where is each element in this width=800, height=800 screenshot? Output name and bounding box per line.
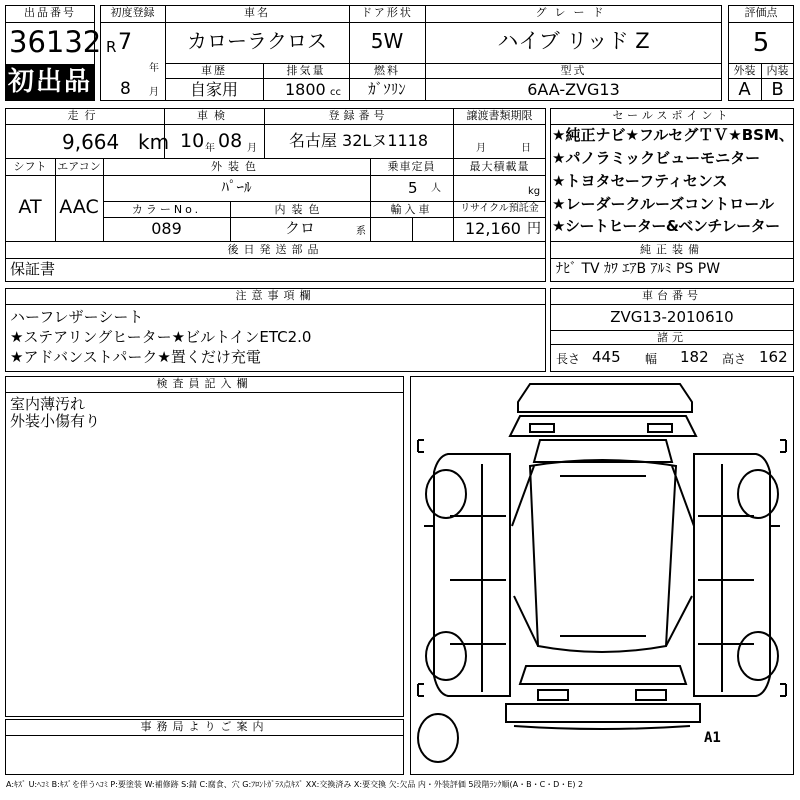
sales-line-2: ★パノラミックビューモニター bbox=[552, 149, 761, 167]
sales-line-3: ★トヨタセーフティセンス bbox=[552, 172, 728, 190]
transfer-month-unit: 月 bbox=[476, 143, 486, 154]
transfer-label: 譲渡書類期限 bbox=[466, 109, 533, 122]
month: 8 bbox=[120, 79, 131, 99]
diagram-mark: A1 bbox=[704, 730, 721, 746]
capacity-unit: 人 bbox=[431, 183, 441, 194]
history-label: 車歴 bbox=[201, 64, 227, 77]
exterior-score-label: 外装 bbox=[733, 64, 756, 77]
inspector-line-2: 外装小傷有り bbox=[10, 412, 101, 430]
inspection-year-unit: 年 bbox=[205, 143, 215, 154]
inspection-year: 10 bbox=[180, 130, 205, 152]
height: 162 bbox=[759, 348, 788, 366]
import-label: 輸入車 bbox=[390, 203, 433, 216]
width-label: 幅 bbox=[645, 352, 658, 366]
int-color-unit: 系 bbox=[356, 226, 366, 237]
chassis-number: ZVG13-2010610 bbox=[610, 308, 734, 326]
model: 6AA-ZVG13 bbox=[527, 80, 620, 99]
height-label: 高さ bbox=[722, 352, 747, 366]
interior-score: B bbox=[771, 79, 784, 100]
legend: A:ｷｽﾞ U:ﾍｺﾐ B:ｷｽﾞを伴うﾍｺﾐ P:要塗装 W:補修跡 S:錆 C:腐食、穴 G:ﾌﾛﾝﾄｶﾞﾗｽ点ｷｽﾞ XX:交換済み X:要交換 欠:欠品 内・外装評価 5段階ﾗﾝｸ順(A・B・C・D・E) 2 bbox=[6, 780, 584, 789]
month-unit: 月 bbox=[149, 87, 159, 98]
shift-label: シフト bbox=[13, 160, 47, 173]
year-unit: 年 bbox=[149, 63, 159, 74]
shift: AT bbox=[18, 196, 42, 218]
mileage-label: 走行 bbox=[67, 109, 102, 122]
ac-label: エアコン bbox=[57, 160, 101, 173]
load-label: 最大積載量 bbox=[469, 160, 530, 173]
car-name: カローラクロス bbox=[187, 29, 327, 53]
ext-color: ﾊﾟｰﾙ bbox=[221, 178, 252, 196]
notes-label: 注意事項欄 bbox=[235, 289, 316, 302]
later-parts-label: 後日発送部品 bbox=[227, 243, 324, 256]
length-label: 長さ bbox=[556, 352, 581, 366]
inspection-label: 車検 bbox=[197, 109, 231, 122]
equip-label: 純正装備 bbox=[640, 243, 704, 256]
color-no-label: カラーNo. bbox=[131, 203, 202, 216]
car-diagram bbox=[410, 376, 794, 775]
first-reg-label: 初度登録 bbox=[110, 6, 155, 19]
displacement: 1800 bbox=[285, 80, 326, 99]
width: 182 bbox=[680, 348, 709, 366]
equip: ﾅﾋﾞ TV ｶﾜ ｴｱB ｱﾙﾐ PS PW bbox=[556, 261, 721, 277]
later-parts: 保証書 bbox=[10, 260, 56, 278]
plate-label: 登録番号 bbox=[328, 109, 389, 122]
ac: AAC bbox=[59, 196, 99, 218]
fuel-label: 燃料 bbox=[374, 64, 400, 77]
model-label: 型式 bbox=[560, 64, 587, 77]
sales-line-5: ★シートヒーター&ベンチレーター bbox=[552, 217, 780, 235]
length: 445 bbox=[592, 348, 621, 366]
recycle: 12,160 bbox=[465, 219, 521, 238]
door-label: ドア形状 bbox=[361, 6, 413, 19]
displacement-unit: cc bbox=[330, 87, 341, 98]
int-color: クロ bbox=[284, 219, 315, 237]
era: R bbox=[106, 38, 117, 56]
score-label: 評価点 bbox=[744, 6, 778, 19]
displacement-label: 排気量 bbox=[286, 64, 326, 77]
sales-line-1: ★純正ナビ★フルセグＴＶ★BSM、 bbox=[552, 126, 794, 144]
dims-label: 諸元 bbox=[657, 331, 687, 344]
int-color-label: 内装色 bbox=[274, 203, 326, 216]
car-name-label: 車名 bbox=[244, 6, 270, 19]
history: 自家用 bbox=[189, 80, 238, 99]
inspector-line-1: 室内薄汚れ bbox=[10, 395, 86, 413]
sales-line-4: ★レーダークルーズコントロール bbox=[552, 195, 774, 213]
inspection-month-unit: 月 bbox=[247, 143, 257, 154]
fuel: ｶﾞｿﾘﾝ bbox=[368, 80, 406, 98]
notes-line-3: ★アドバンストパーク★置くだけ充電 bbox=[10, 348, 261, 366]
capacity: 5 bbox=[408, 179, 418, 197]
chassis-label: 車台番号 bbox=[642, 289, 702, 302]
ext-color-label: 外装色 bbox=[211, 160, 262, 173]
recycle-unit: 円 bbox=[527, 221, 541, 237]
color-no: 089 bbox=[151, 219, 182, 238]
transfer-day-unit: 日 bbox=[521, 143, 531, 154]
mileage: 9,664 bbox=[62, 130, 120, 154]
interior-score-label: 内装 bbox=[766, 64, 789, 77]
inspector-label: 検査員記入欄 bbox=[156, 377, 253, 390]
recycle-label: リサイクル預託金 bbox=[460, 203, 539, 214]
grade-label: グレード bbox=[535, 6, 612, 19]
lot-number: 36132 bbox=[9, 25, 102, 59]
first-listing-badge: 初出品 bbox=[5, 64, 95, 101]
capacity-label: 乗車定員 bbox=[387, 160, 436, 173]
lot-label: 出品番号 bbox=[24, 6, 76, 19]
grade: ハイブ リッド Z bbox=[497, 29, 650, 53]
mileage-unit: km bbox=[138, 130, 170, 154]
notes-line-1: ハーフレザーシート bbox=[10, 308, 144, 326]
sales-label: セールスポイント bbox=[612, 109, 732, 122]
plate: 名古屋 32Lヌ1118 bbox=[288, 131, 429, 150]
door-type: 5W bbox=[370, 29, 404, 53]
exterior-score: A bbox=[738, 79, 751, 100]
office-label: 事務局よりご案内 bbox=[140, 720, 269, 733]
score: 5 bbox=[752, 28, 770, 58]
year: 7 bbox=[118, 30, 132, 55]
load-unit: kg bbox=[528, 186, 541, 197]
inspection-month: 08 bbox=[218, 130, 243, 152]
notes-line-2: ★ステアリングヒーター★ビルトインETC2.0 bbox=[10, 328, 312, 346]
